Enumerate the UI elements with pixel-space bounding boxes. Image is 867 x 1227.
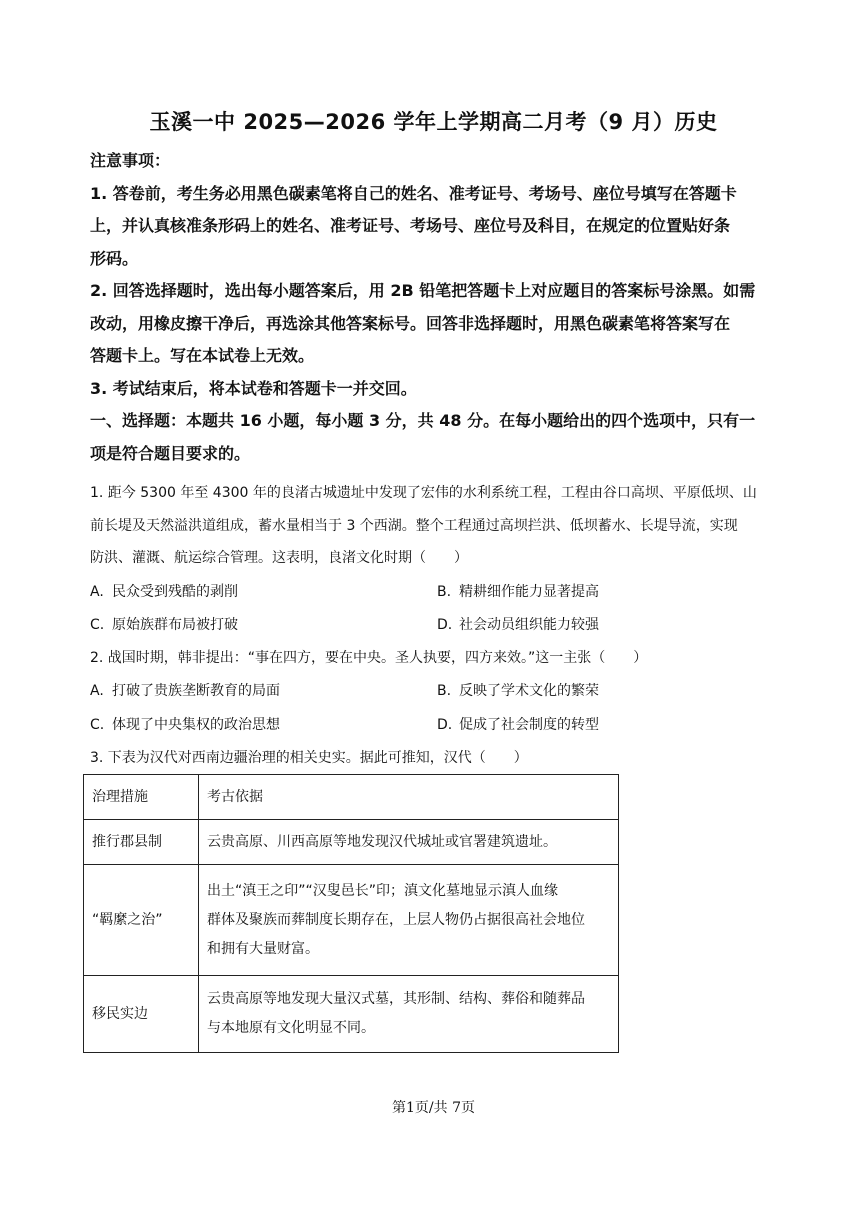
- option-2a: [90, 681, 280, 701]
- option-2c: [90, 715, 280, 735]
- table-cell-measure: 推行郡县制: [84, 820, 199, 865]
- notice-line: 答题卡上。写在本试卷上无效。: [90, 346, 315, 365]
- section-heading: 项是符合题目要求的。: [90, 443, 251, 463]
- option-text: 原始族群布局被打破: [112, 617, 238, 633]
- option-1d: [437, 615, 599, 635]
- instructions: [90, 145, 790, 470]
- notice-line: 改动，用橡皮擦干净后，再选涂其他答案标号。回答非选择题时，用黑色碳素笔将答案写在: [90, 313, 731, 333]
- evidence-line: 云贵高原等地发现大量汉式墓，其形制、结构、葬俗和随葬品: [207, 991, 585, 1007]
- evidence-line: 与本地原有文化明显不同。: [207, 1020, 375, 1036]
- table-row: [84, 865, 619, 976]
- notice-line: 2. 回答选择题时，选出每小题答案后，用 2B 铅笔把答题卡上对应题目的答案标号涂黑。如需: [90, 281, 756, 300]
- option-letter: C.: [90, 617, 105, 633]
- evidence-line: 云贵高原、川西高原等地发现汉代城址或官署建筑遗址。: [207, 833, 557, 850]
- table-header-cell: 考古依据: [199, 775, 619, 820]
- option-letter: D.: [437, 717, 453, 733]
- table-cell-evidence: [199, 976, 619, 1053]
- option-text: 民众受到残酷的剥削: [112, 584, 238, 600]
- option-text: 打破了贵族垄断教育的局面: [112, 683, 280, 699]
- exam-title: 玉溪一中 2025—2026 学年上学期高二月考（9 月）历史: [149, 110, 718, 134]
- option-text: 社会动员组织能力较强: [459, 617, 599, 633]
- table-header-row: [84, 775, 619, 820]
- table-cell-measure: 移民实边: [84, 976, 199, 1053]
- option-1a: [90, 582, 238, 602]
- notice-line: 上，并认真核准条形码上的姓名、准考证号、考场号、座位号及科目，在规定的位置贴好条: [90, 216, 731, 235]
- notice-line: 3. 考试结束后，将本试卷和答题卡一并交回。: [90, 378, 417, 398]
- page-number: 第1页/共 7页: [392, 1100, 475, 1116]
- history-table: [83, 774, 619, 1053]
- question-text: 3. 下表为汉代对西南边疆治理的相关史实。据此可推知，汉代（ ）: [90, 750, 528, 766]
- table-row: [84, 976, 619, 1053]
- section-heading: 一、选择题：本题共 16 小题，每小题 3 分，共 48 分。在每小题给出的四个选项中，只有一: [90, 411, 756, 430]
- table-cell-evidence: [199, 865, 619, 976]
- question-text: 防洪、灌溉、航运综合管理。这表明，良渚文化时期（ ）: [90, 550, 468, 566]
- table-row: [84, 820, 619, 865]
- question-text: 1. 距今 5300 年至 4300 年的良渚古城遗址中发现了宏伟的水利系统工程，工程由谷口高坝、平原低坝、山: [90, 485, 757, 501]
- table-cell-measure: “羁縻之治”: [84, 865, 199, 976]
- question-1-stem: [90, 477, 780, 575]
- question-2-stem: [90, 642, 780, 675]
- option-letter: B.: [437, 683, 452, 699]
- table-header-cell: 治理措施: [84, 775, 199, 820]
- evidence-line: 出土“滇王之印”“汉叟邑长”印；滇文化墓地显示滇人血缘: [207, 882, 559, 899]
- option-letter: A.: [90, 584, 104, 600]
- option-1c: [90, 615, 238, 635]
- option-letter: A.: [90, 683, 104, 699]
- option-text: 精耕细作能力显著提高: [459, 584, 599, 600]
- question-3-stem: [90, 742, 780, 775]
- option-letter: B.: [437, 584, 452, 600]
- option-letter: D.: [437, 617, 453, 633]
- notice-line: 1. 答卷前，考生务必用黑色碳素笔将自己的姓名、准考证号、考场号、座位号填写在答题卡: [90, 183, 737, 203]
- option-text: 体现了中央集权的政治思想: [112, 717, 280, 733]
- option-text: 促成了社会制度的转型: [459, 717, 599, 733]
- option-1b: [437, 582, 599, 602]
- table-cell-evidence: [199, 820, 619, 865]
- evidence-line: 和拥有大量财富。: [207, 940, 319, 957]
- evidence-line: 群体及聚族而葬制度长期存在，上层人物仍占据很高社会地位: [207, 911, 585, 928]
- option-letter: C.: [90, 717, 105, 733]
- question-text: 前长堤及天然溢洪道组成，蓄水量相当于 3 个西湖。整个工程通过高坝拦洪、低坝蓄水、长堤导流，实现: [90, 517, 738, 534]
- question-text: 2. 战国时期，韩非提出：“事在四方，要在中央。圣人执要，四方来效。”这一主张（ ）: [90, 650, 648, 666]
- notice-heading: 注意事项：: [90, 151, 171, 170]
- notice-line: 形码。: [90, 248, 139, 268]
- option-text: 反映了学术文化的繁荣: [459, 683, 599, 699]
- option-2b: [437, 681, 599, 701]
- option-2d: [437, 715, 599, 735]
